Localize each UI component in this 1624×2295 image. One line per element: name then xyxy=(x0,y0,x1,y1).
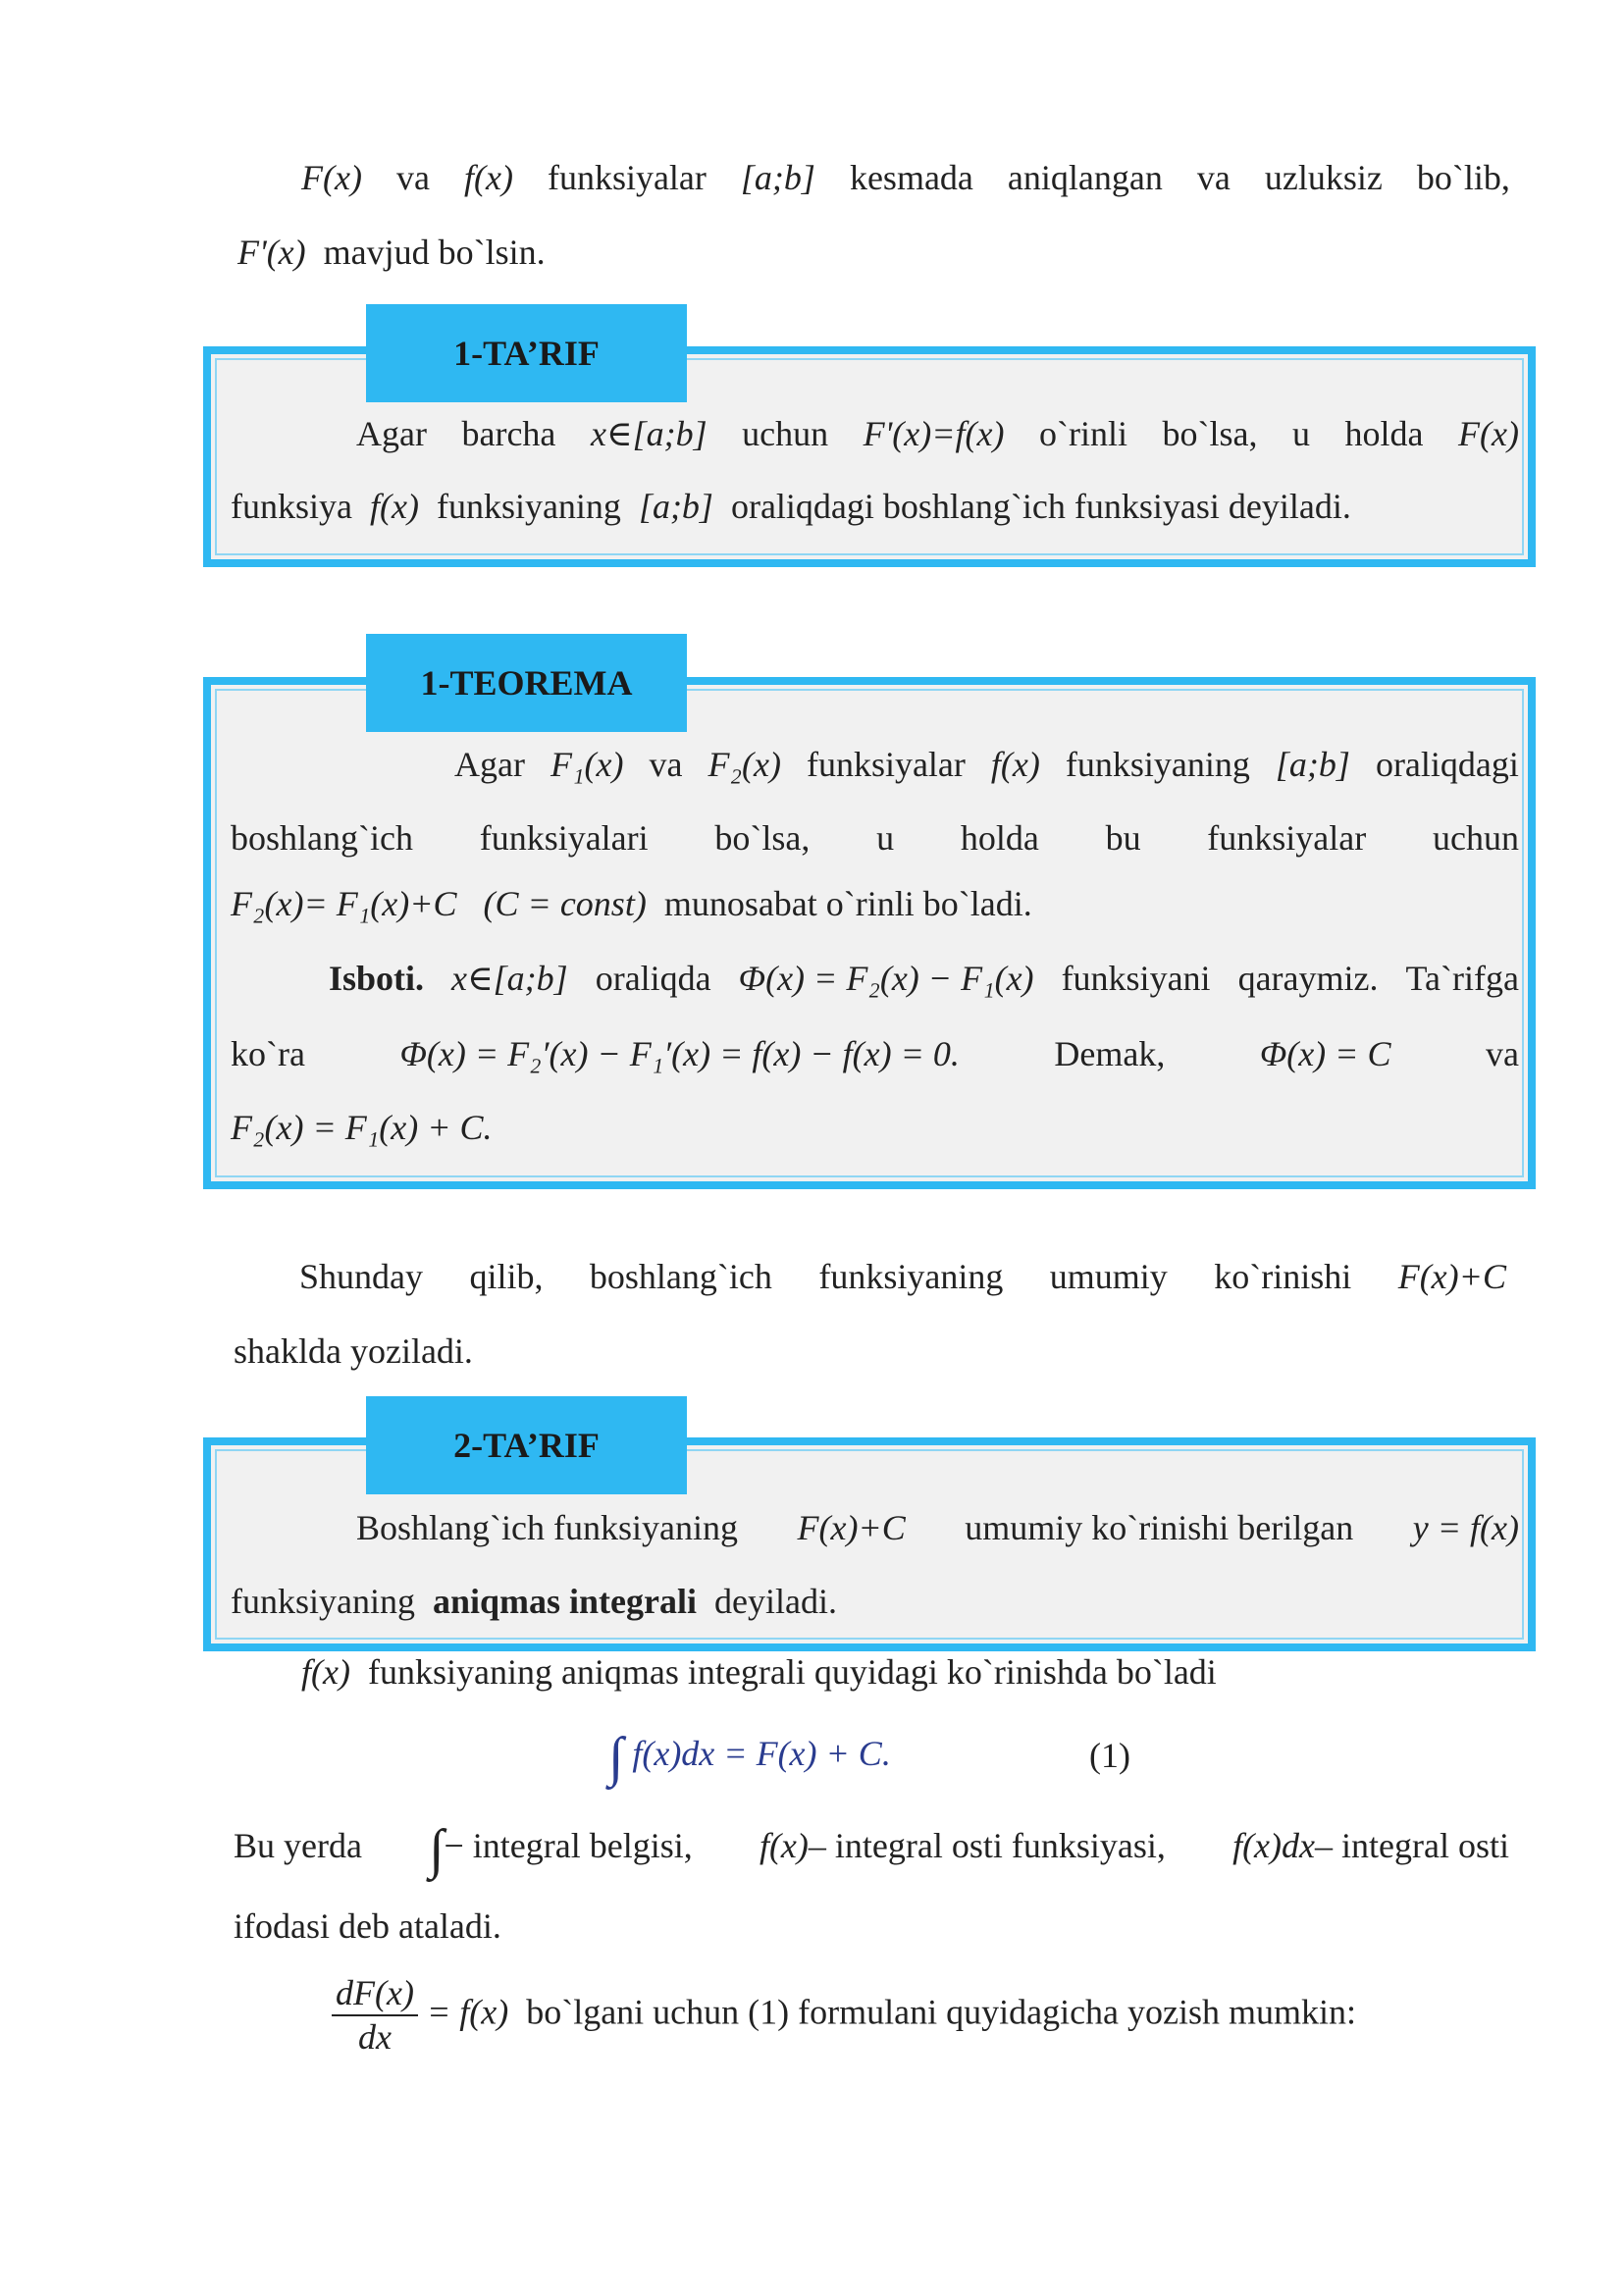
math-interval: [a;b] xyxy=(740,158,815,197)
math-F-plus-C: F(x)+C xyxy=(797,1508,906,1547)
text-word: Agar xyxy=(454,745,525,784)
text-phrase: Bu yerda xyxy=(234,1826,362,1865)
text-word: oraliqdagi xyxy=(1375,745,1519,784)
math-interval: [a;b] xyxy=(1275,745,1350,784)
para2-line-1 xyxy=(299,1256,1506,1298)
math-F2: F₂(x) xyxy=(707,745,781,784)
math-f-of-x: f(x) xyxy=(463,158,513,197)
math-F-of-x: F(x) xyxy=(1458,414,1519,453)
text-word: kesmada xyxy=(849,158,973,197)
thm1-proof-line-3 xyxy=(231,1107,493,1149)
text-word: boshlang`ich xyxy=(231,818,413,858)
integral-formula xyxy=(608,1725,891,1791)
def1-line-2 xyxy=(231,486,1351,528)
text-phrase: shakldа yoziladi. xyxy=(234,1331,473,1371)
math-F-of-x: F(x) xyxy=(301,158,362,197)
integral-sign-icon: ∫ xyxy=(429,1819,445,1880)
after-line-4 xyxy=(234,1905,501,1948)
text-word: deyiladi. xyxy=(714,1582,837,1621)
math-y-eq-f: y = f(x) xyxy=(1412,1508,1519,1547)
thm1-line-3 xyxy=(231,883,1032,925)
text-word: funksiyaning xyxy=(436,487,621,526)
thm1-line-2 xyxy=(231,817,1519,860)
text-word: funksiyalar xyxy=(547,158,707,197)
text-word: uzluksiz xyxy=(1264,158,1383,197)
text-phrase: bo`lgani uchun (1) formulani quyidagicha yozish mumkin: xyxy=(526,1992,1357,2032)
text-word: barcha xyxy=(461,414,556,453)
text-phrase: − integral belgisi, xyxy=(444,1826,693,1865)
after-line-1 xyxy=(301,1651,1217,1694)
text-word: funksiyalar xyxy=(1207,818,1367,858)
text-phrase: – integral osti xyxy=(1315,1826,1509,1865)
text-word: ko`ra xyxy=(231,1034,305,1073)
math-F-prime-eq-f: F'(x)=f(x) xyxy=(863,414,1005,453)
text-word: holda xyxy=(960,818,1039,858)
text-word: qilib, xyxy=(469,1257,544,1296)
text-word: o`rinli xyxy=(1039,414,1127,453)
text-word: Shunday xyxy=(299,1257,423,1296)
formula-number: (1) xyxy=(1089,1736,1130,1775)
text-word: Ta`rifga xyxy=(1405,959,1519,998)
text-word: Agar xyxy=(356,414,427,453)
after-line-3 xyxy=(234,1817,1509,1883)
text-word: funksiyalari xyxy=(479,818,649,858)
text-word: funksiyani xyxy=(1061,959,1211,998)
text-word: uchun xyxy=(742,414,829,453)
text-word: va xyxy=(395,158,430,197)
thm1-proof-line-1 xyxy=(329,958,1519,1000)
def2-line-1 xyxy=(356,1507,1519,1549)
after-line-5 xyxy=(332,1972,1356,2059)
def2-line-2 xyxy=(231,1581,837,1623)
math-f-of-x: f(x) xyxy=(990,745,1040,784)
text-word: umumiy xyxy=(1049,1257,1168,1296)
theorem-1-box xyxy=(203,677,1536,1189)
text-phrase: funksiyaning aniqmas integrali quyidagi ko`rinishda bo`ladi xyxy=(367,1652,1217,1692)
text-word: ko`rinishi xyxy=(1214,1257,1352,1296)
text-phrase: munosabat o`rinli bo`ladi. xyxy=(663,884,1032,923)
math-derivative-fraction xyxy=(332,1972,418,2059)
math-integral-formula: f(x)dx = F(x) + C. xyxy=(632,1734,891,1773)
def1-line-1 xyxy=(356,413,1519,455)
text-word: uchun xyxy=(1432,818,1519,858)
text-word: aniqlangan xyxy=(1007,158,1163,197)
thm1-proof-line-2 xyxy=(231,1033,1519,1075)
text-word: bo`lsa, xyxy=(714,818,811,858)
math-x-in-ab: x∈[a;b] xyxy=(590,414,707,453)
math-F2-eq-F1-plus-C: F₂(x)= F₁(x)+C xyxy=(231,884,457,923)
definition-1-tab: 1-TA’RIF xyxy=(366,304,687,402)
text-word: oraliqda xyxy=(595,959,711,998)
proof-label: Isboti. xyxy=(329,959,425,998)
text-word: funksiyalar xyxy=(806,745,966,784)
term-aniqmas-integral: aniqmas integrali xyxy=(432,1582,697,1621)
math-Phi-derivative: Φ(x) = F₂′(x) − F₁′(x) = f(x) − f(x) = 0. xyxy=(399,1034,960,1073)
thm1-line-1 xyxy=(454,744,1519,786)
text-word: bo`lsa, xyxy=(1162,414,1258,453)
text-word: va xyxy=(1196,158,1231,197)
definition-2-tab: 2-TA’RIF xyxy=(366,1396,687,1494)
intro-line-1 xyxy=(301,157,1510,199)
intro-line-2 xyxy=(237,232,546,274)
math-F1: F₁(x) xyxy=(550,745,624,784)
text-word: va xyxy=(649,745,683,784)
math-eq-f: = f(x) xyxy=(426,1992,509,2032)
text-word: boshlang`ich xyxy=(589,1257,772,1296)
math-Phi-eq-C: Φ(x) = C xyxy=(1259,1034,1391,1073)
text-word: bo`lib, xyxy=(1416,158,1510,197)
text-word: funksiyaning xyxy=(1065,745,1250,784)
text-phrase: ifodasi deb ataladi. xyxy=(234,1906,501,1946)
theorem-1-tab: 1-TEOREMA xyxy=(366,634,687,732)
math-F-plus-C: F(x)+C xyxy=(1397,1257,1506,1296)
fraction-numerator: dF(x) xyxy=(332,1972,418,2016)
integral-sign-icon: ∫ xyxy=(608,1727,624,1788)
math-F-prime: F'(x) xyxy=(237,233,306,272)
text-word: funksiyaning xyxy=(231,1582,415,1621)
math-f-of-x: f(x) xyxy=(759,1826,809,1865)
text-word: u xyxy=(876,818,895,858)
math-f-of-x: f(x) xyxy=(369,487,419,526)
text-word: bu xyxy=(1105,818,1141,858)
math-interval: [a;b] xyxy=(638,487,713,526)
text-phrase: mavjud bo`lsin. xyxy=(323,233,546,272)
math-x-in-ab: x∈[a;b] xyxy=(451,959,568,998)
text-word: Demak, xyxy=(1054,1034,1166,1073)
text-word: u xyxy=(1292,414,1311,453)
fraction-denominator: dx xyxy=(357,2017,392,2058)
math-f-of-x: f(x) xyxy=(301,1652,350,1692)
text-phrase: umumiy ko`rinishi berilgan xyxy=(965,1508,1354,1547)
text-phrase: Boshlang`ich funksiyaning xyxy=(356,1508,738,1547)
math-C-const: (C = const) xyxy=(483,884,647,923)
text-word: funksiyaning xyxy=(818,1257,1004,1296)
math-Phi-def: Φ(x) = F₂(x) − F₁(x) xyxy=(738,959,1034,998)
text-word: va xyxy=(1485,1034,1519,1073)
text-phrase: – integral osti funksiyasi, xyxy=(808,1826,1166,1865)
text-word: holda xyxy=(1344,414,1424,453)
text-word: funksiya xyxy=(231,487,352,526)
math-f-dx: f(x)dx xyxy=(1232,1826,1315,1865)
para2-line-2 xyxy=(234,1330,473,1373)
text-word: qaraymiz. xyxy=(1237,959,1379,998)
math-F2-eq-F1-plus-C: F₂(x) = F₁(x) + C. xyxy=(231,1108,493,1147)
text-phrase: oraliqdagi boshlang`ich funksiyasi deyiladi. xyxy=(730,487,1351,526)
